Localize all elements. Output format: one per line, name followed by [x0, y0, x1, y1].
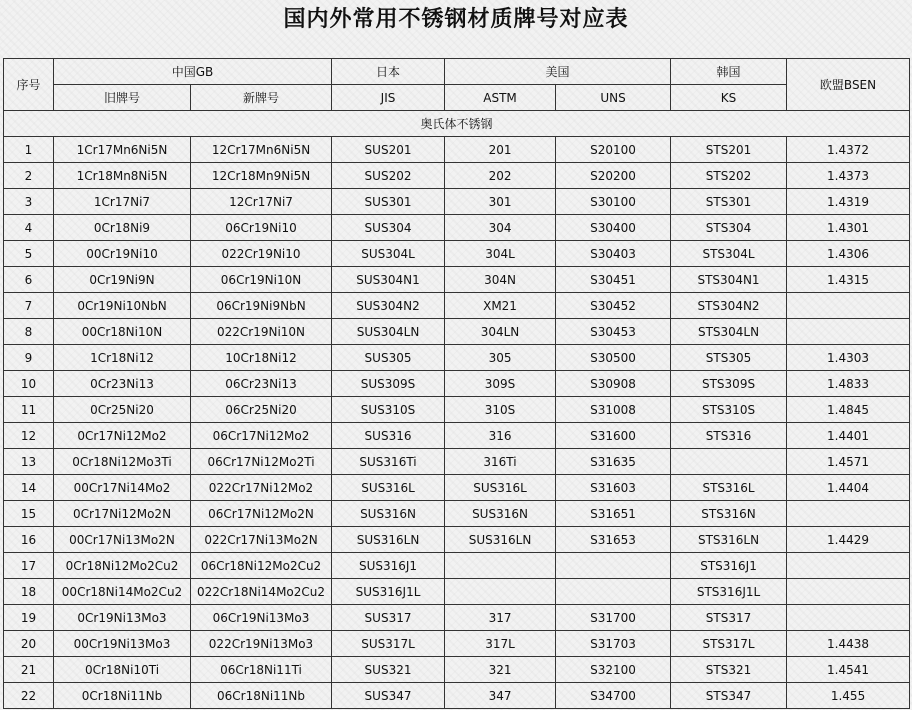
- cell-ks: STS304LN: [671, 319, 787, 345]
- cell-jis: SUS301: [332, 189, 445, 215]
- cell-astm: 305: [445, 345, 556, 371]
- cell-en: [787, 293, 910, 319]
- table-row: [4, 241, 910, 267]
- cell-uns: [556, 579, 671, 605]
- table-row: [4, 657, 910, 683]
- cell-new-grade: 06Cr17Ni12Mo2: [191, 423, 332, 449]
- cell-seq: 18: [4, 579, 54, 605]
- cell-seq: 22: [4, 683, 54, 709]
- cell-old-grade: 1Cr17Ni7: [54, 189, 191, 215]
- cell-new-grade: 06Cr19Ni9NbN: [191, 293, 332, 319]
- cell-ks: STS317: [671, 605, 787, 631]
- header-uns: UNS: [556, 85, 671, 111]
- cell-en: 1.4541: [787, 657, 910, 683]
- cell-astm: 304L: [445, 241, 556, 267]
- table-row: [4, 579, 910, 605]
- cell-old-grade: 0Cr18Ni10Ti: [54, 657, 191, 683]
- cell-astm: XM21: [445, 293, 556, 319]
- cell-ks: STS310S: [671, 397, 787, 423]
- cell-uns: [556, 553, 671, 579]
- cell-uns: S31603: [556, 475, 671, 501]
- cell-jis: SUS304: [332, 215, 445, 241]
- cell-seq: 20: [4, 631, 54, 657]
- cell-astm: 316: [445, 423, 556, 449]
- cell-ks: STS304N1: [671, 267, 787, 293]
- cell-en: 1.4833: [787, 371, 910, 397]
- cell-en: 1.4315: [787, 267, 910, 293]
- table-row: [4, 631, 910, 657]
- cell-ks: STS304L: [671, 241, 787, 267]
- cell-astm: [445, 553, 556, 579]
- table-row: [4, 163, 910, 189]
- cell-en: 1.4845: [787, 397, 910, 423]
- header-japan: 日本: [332, 59, 445, 85]
- table-row: [4, 189, 910, 215]
- cell-astm: 304LN: [445, 319, 556, 345]
- cell-en: 1.4571: [787, 449, 910, 475]
- header-usa: 美国: [445, 59, 671, 85]
- table-body: [4, 111, 910, 709]
- cell-en: 1.4401: [787, 423, 910, 449]
- cell-ks: [671, 449, 787, 475]
- cell-uns: S30452: [556, 293, 671, 319]
- cell-old-grade: 0Cr19Ni9N: [54, 267, 191, 293]
- cell-jis: SUS347: [332, 683, 445, 709]
- cell-jis: SUS317L: [332, 631, 445, 657]
- table-row: [4, 267, 910, 293]
- cell-uns: S31703: [556, 631, 671, 657]
- cell-seq: 8: [4, 319, 54, 345]
- cell-seq: 4: [4, 215, 54, 241]
- cell-jis: SUS201: [332, 137, 445, 163]
- cell-jis: SUS317: [332, 605, 445, 631]
- cell-seq: 17: [4, 553, 54, 579]
- cell-old-grade: 00Cr19Ni10: [54, 241, 191, 267]
- cell-seq: 15: [4, 501, 54, 527]
- cell-new-grade: 022Cr19Ni10: [191, 241, 332, 267]
- cell-en: 1.4438: [787, 631, 910, 657]
- cell-new-grade: 022Cr19Ni13Mo3: [191, 631, 332, 657]
- table-row: [4, 215, 910, 241]
- cell-jis: SUS304L: [332, 241, 445, 267]
- cell-en: 1.4306: [787, 241, 910, 267]
- cell-astm: [445, 579, 556, 605]
- cell-old-grade: 00Cr17Ni13Mo2N: [54, 527, 191, 553]
- cell-jis: SUS316Ti: [332, 449, 445, 475]
- cell-uns: S31635: [556, 449, 671, 475]
- cell-ks: STS202: [671, 163, 787, 189]
- cell-uns: S30908: [556, 371, 671, 397]
- header-row-1: [4, 59, 910, 85]
- cell-jis: SUS316J1: [332, 553, 445, 579]
- cell-astm: 316Ti: [445, 449, 556, 475]
- cell-uns: S30400: [556, 215, 671, 241]
- cell-new-grade: 022Cr17Ni12Mo2: [191, 475, 332, 501]
- cell-old-grade: 0Cr18Ni11Nb: [54, 683, 191, 709]
- table-row: [4, 345, 910, 371]
- cell-astm: SUS316N: [445, 501, 556, 527]
- cell-ks: STS304: [671, 215, 787, 241]
- cell-uns: S30453: [556, 319, 671, 345]
- table-row: [4, 423, 910, 449]
- cell-ks: STS316LN: [671, 527, 787, 553]
- table-row: [4, 449, 910, 475]
- page-title: 国内外常用不锈钢材质牌号对应表: [283, 7, 629, 32]
- cell-new-grade: 06Cr17Ni12Mo2Ti: [191, 449, 332, 475]
- cell-uns: S31700: [556, 605, 671, 631]
- cell-seq: 10: [4, 371, 54, 397]
- cell-new-grade: 06Cr17Ni12Mo2N: [191, 501, 332, 527]
- cell-seq: 5: [4, 241, 54, 267]
- cell-uns: S31653: [556, 527, 671, 553]
- cell-astm: 310S: [445, 397, 556, 423]
- cell-en: 1.4404: [787, 475, 910, 501]
- cell-astm: 201: [445, 137, 556, 163]
- header-china-gb: 中国GB: [54, 59, 332, 85]
- cell-old-grade: 0Cr19Ni10NbN: [54, 293, 191, 319]
- cell-jis: SUS321: [332, 657, 445, 683]
- header-ks: KS: [671, 85, 787, 111]
- cell-ks: STS304N2: [671, 293, 787, 319]
- cell-jis: SUS316J1L: [332, 579, 445, 605]
- cell-old-grade: 00Cr18Ni14Mo2Cu2: [54, 579, 191, 605]
- cell-old-grade: 1Cr17Mn6Ni5N: [54, 137, 191, 163]
- cell-new-grade: 06Cr19Ni10: [191, 215, 332, 241]
- cell-ks: STS309S: [671, 371, 787, 397]
- cell-seq: 6: [4, 267, 54, 293]
- header-seq: 序号: [4, 59, 54, 111]
- cell-en: 1.455: [787, 683, 910, 709]
- cell-seq: 19: [4, 605, 54, 631]
- cell-astm: 309S: [445, 371, 556, 397]
- cell-ks: STS316J1L: [671, 579, 787, 605]
- table-row: [4, 371, 910, 397]
- cell-jis: SUS309S: [332, 371, 445, 397]
- cell-astm: 304N: [445, 267, 556, 293]
- cell-astm: 321: [445, 657, 556, 683]
- header-old-grade: 旧牌号: [54, 85, 191, 111]
- cell-old-grade: 0Cr18Ni12Mo2Cu2: [54, 553, 191, 579]
- cell-seq: 11: [4, 397, 54, 423]
- cell-jis: SUS310S: [332, 397, 445, 423]
- cell-seq: 21: [4, 657, 54, 683]
- cell-new-grade: 022Cr17Ni13Mo2N: [191, 527, 332, 553]
- cell-jis: SUS304N1: [332, 267, 445, 293]
- cell-seq: 7: [4, 293, 54, 319]
- header-row-2: [4, 85, 910, 111]
- cell-jis: SUS316: [332, 423, 445, 449]
- cell-ks: STS305: [671, 345, 787, 371]
- cell-seq: 13: [4, 449, 54, 475]
- cell-uns: S31008: [556, 397, 671, 423]
- cell-jis: SUS304N2: [332, 293, 445, 319]
- cell-new-grade: 06Cr19Ni10N: [191, 267, 332, 293]
- cell-seq: 12: [4, 423, 54, 449]
- cell-ks: STS317L: [671, 631, 787, 657]
- cell-old-grade: 1Cr18Mn8Ni5N: [54, 163, 191, 189]
- cell-jis: SUS304LN: [332, 319, 445, 345]
- cell-ks: STS316J1: [671, 553, 787, 579]
- cell-uns: S20100: [556, 137, 671, 163]
- cell-new-grade: 022Cr19Ni10N: [191, 319, 332, 345]
- cell-astm: 317: [445, 605, 556, 631]
- cell-en: 1.4372: [787, 137, 910, 163]
- cell-seq: 9: [4, 345, 54, 371]
- cell-jis: SUS202: [332, 163, 445, 189]
- cell-ks: STS347: [671, 683, 787, 709]
- table-row: [4, 501, 910, 527]
- cell-ks: STS316: [671, 423, 787, 449]
- cell-en: 1.4301: [787, 215, 910, 241]
- cell-uns: S31600: [556, 423, 671, 449]
- table-row: [4, 397, 910, 423]
- cell-uns: S30100: [556, 189, 671, 215]
- cell-ks: STS201: [671, 137, 787, 163]
- header-astm: ASTM: [445, 85, 556, 111]
- cell-seq: 14: [4, 475, 54, 501]
- cell-old-grade: 0Cr18Ni12Mo3Ti: [54, 449, 191, 475]
- cell-uns: S30451: [556, 267, 671, 293]
- header-eu: 欧盟BSEN: [787, 59, 910, 111]
- cell-new-grade: 12Cr17Ni7: [191, 189, 332, 215]
- cell-en: [787, 579, 910, 605]
- table-row: [4, 475, 910, 501]
- cell-old-grade: 0Cr23Ni13: [54, 371, 191, 397]
- cell-new-grade: 06Cr19Ni13Mo3: [191, 605, 332, 631]
- cell-astm: 317L: [445, 631, 556, 657]
- cell-en: 1.4373: [787, 163, 910, 189]
- cell-astm: 301: [445, 189, 556, 215]
- header-jis: JIS: [332, 85, 445, 111]
- table-row: [4, 293, 910, 319]
- cell-uns: S31651: [556, 501, 671, 527]
- cell-seq: 1: [4, 137, 54, 163]
- cell-en: [787, 605, 910, 631]
- cell-new-grade: 06Cr23Ni13: [191, 371, 332, 397]
- cell-seq: 16: [4, 527, 54, 553]
- cell-en: [787, 319, 910, 345]
- table-row: [4, 137, 910, 163]
- section-row: [4, 111, 910, 137]
- cell-old-grade: 0Cr17Ni12Mo2: [54, 423, 191, 449]
- cell-old-grade: 00Cr18Ni10N: [54, 319, 191, 345]
- cell-en: [787, 501, 910, 527]
- cell-old-grade: 0Cr25Ni20: [54, 397, 191, 423]
- header-new-grade: 新牌号: [191, 85, 332, 111]
- cell-old-grade: 00Cr19Ni13Mo3: [54, 631, 191, 657]
- table-row: [4, 553, 910, 579]
- cell-new-grade: 12Cr18Mn9Ni5N: [191, 163, 332, 189]
- cell-ks: STS321: [671, 657, 787, 683]
- cell-new-grade: 06Cr18Ni11Nb: [191, 683, 332, 709]
- cell-old-grade: 0Cr17Ni12Mo2N: [54, 501, 191, 527]
- cell-en: 1.4303: [787, 345, 910, 371]
- cell-jis: SUS305: [332, 345, 445, 371]
- cell-uns: S30403: [556, 241, 671, 267]
- cell-new-grade: 12Cr17Mn6Ni5N: [191, 137, 332, 163]
- cell-uns: S34700: [556, 683, 671, 709]
- table-row: [4, 605, 910, 631]
- cell-ks: STS316L: [671, 475, 787, 501]
- cell-jis: SUS316N: [332, 501, 445, 527]
- cell-ks: STS301: [671, 189, 787, 215]
- cell-jis: SUS316L: [332, 475, 445, 501]
- cell-uns: S30500: [556, 345, 671, 371]
- cell-seq: 2: [4, 163, 54, 189]
- cell-astm: SUS316L: [445, 475, 556, 501]
- cell-uns: S20200: [556, 163, 671, 189]
- cell-astm: SUS316LN: [445, 527, 556, 553]
- cell-new-grade: 06Cr18Ni12Mo2Cu2: [191, 553, 332, 579]
- cell-new-grade: 06Cr25Ni20: [191, 397, 332, 423]
- cell-astm: 304: [445, 215, 556, 241]
- section-label: 奥氏体不锈钢: [4, 111, 910, 137]
- cell-jis: SUS316LN: [332, 527, 445, 553]
- header-korea: 韩国: [671, 59, 787, 85]
- cell-new-grade: 10Cr18Ni12: [191, 345, 332, 371]
- table-row: [4, 683, 910, 709]
- cell-old-grade: 0Cr18Ni9: [54, 215, 191, 241]
- cell-en: [787, 553, 910, 579]
- cell-astm: 347: [445, 683, 556, 709]
- table-row: [4, 319, 910, 345]
- cell-new-grade: 06Cr18Ni11Ti: [191, 657, 332, 683]
- cell-astm: 202: [445, 163, 556, 189]
- cell-ks: STS316N: [671, 501, 787, 527]
- cell-seq: 3: [4, 189, 54, 215]
- cell-old-grade: 1Cr18Ni12: [54, 345, 191, 371]
- cell-en: 1.4429: [787, 527, 910, 553]
- cell-uns: S32100: [556, 657, 671, 683]
- table-row: [4, 527, 910, 553]
- cell-old-grade: 0Cr19Ni13Mo3: [54, 605, 191, 631]
- cell-new-grade: 022Cr18Ni14Mo2Cu2: [191, 579, 332, 605]
- grade-comparison-table: [3, 58, 910, 709]
- cell-en: 1.4319: [787, 189, 910, 215]
- cell-old-grade: 00Cr17Ni14Mo2: [54, 475, 191, 501]
